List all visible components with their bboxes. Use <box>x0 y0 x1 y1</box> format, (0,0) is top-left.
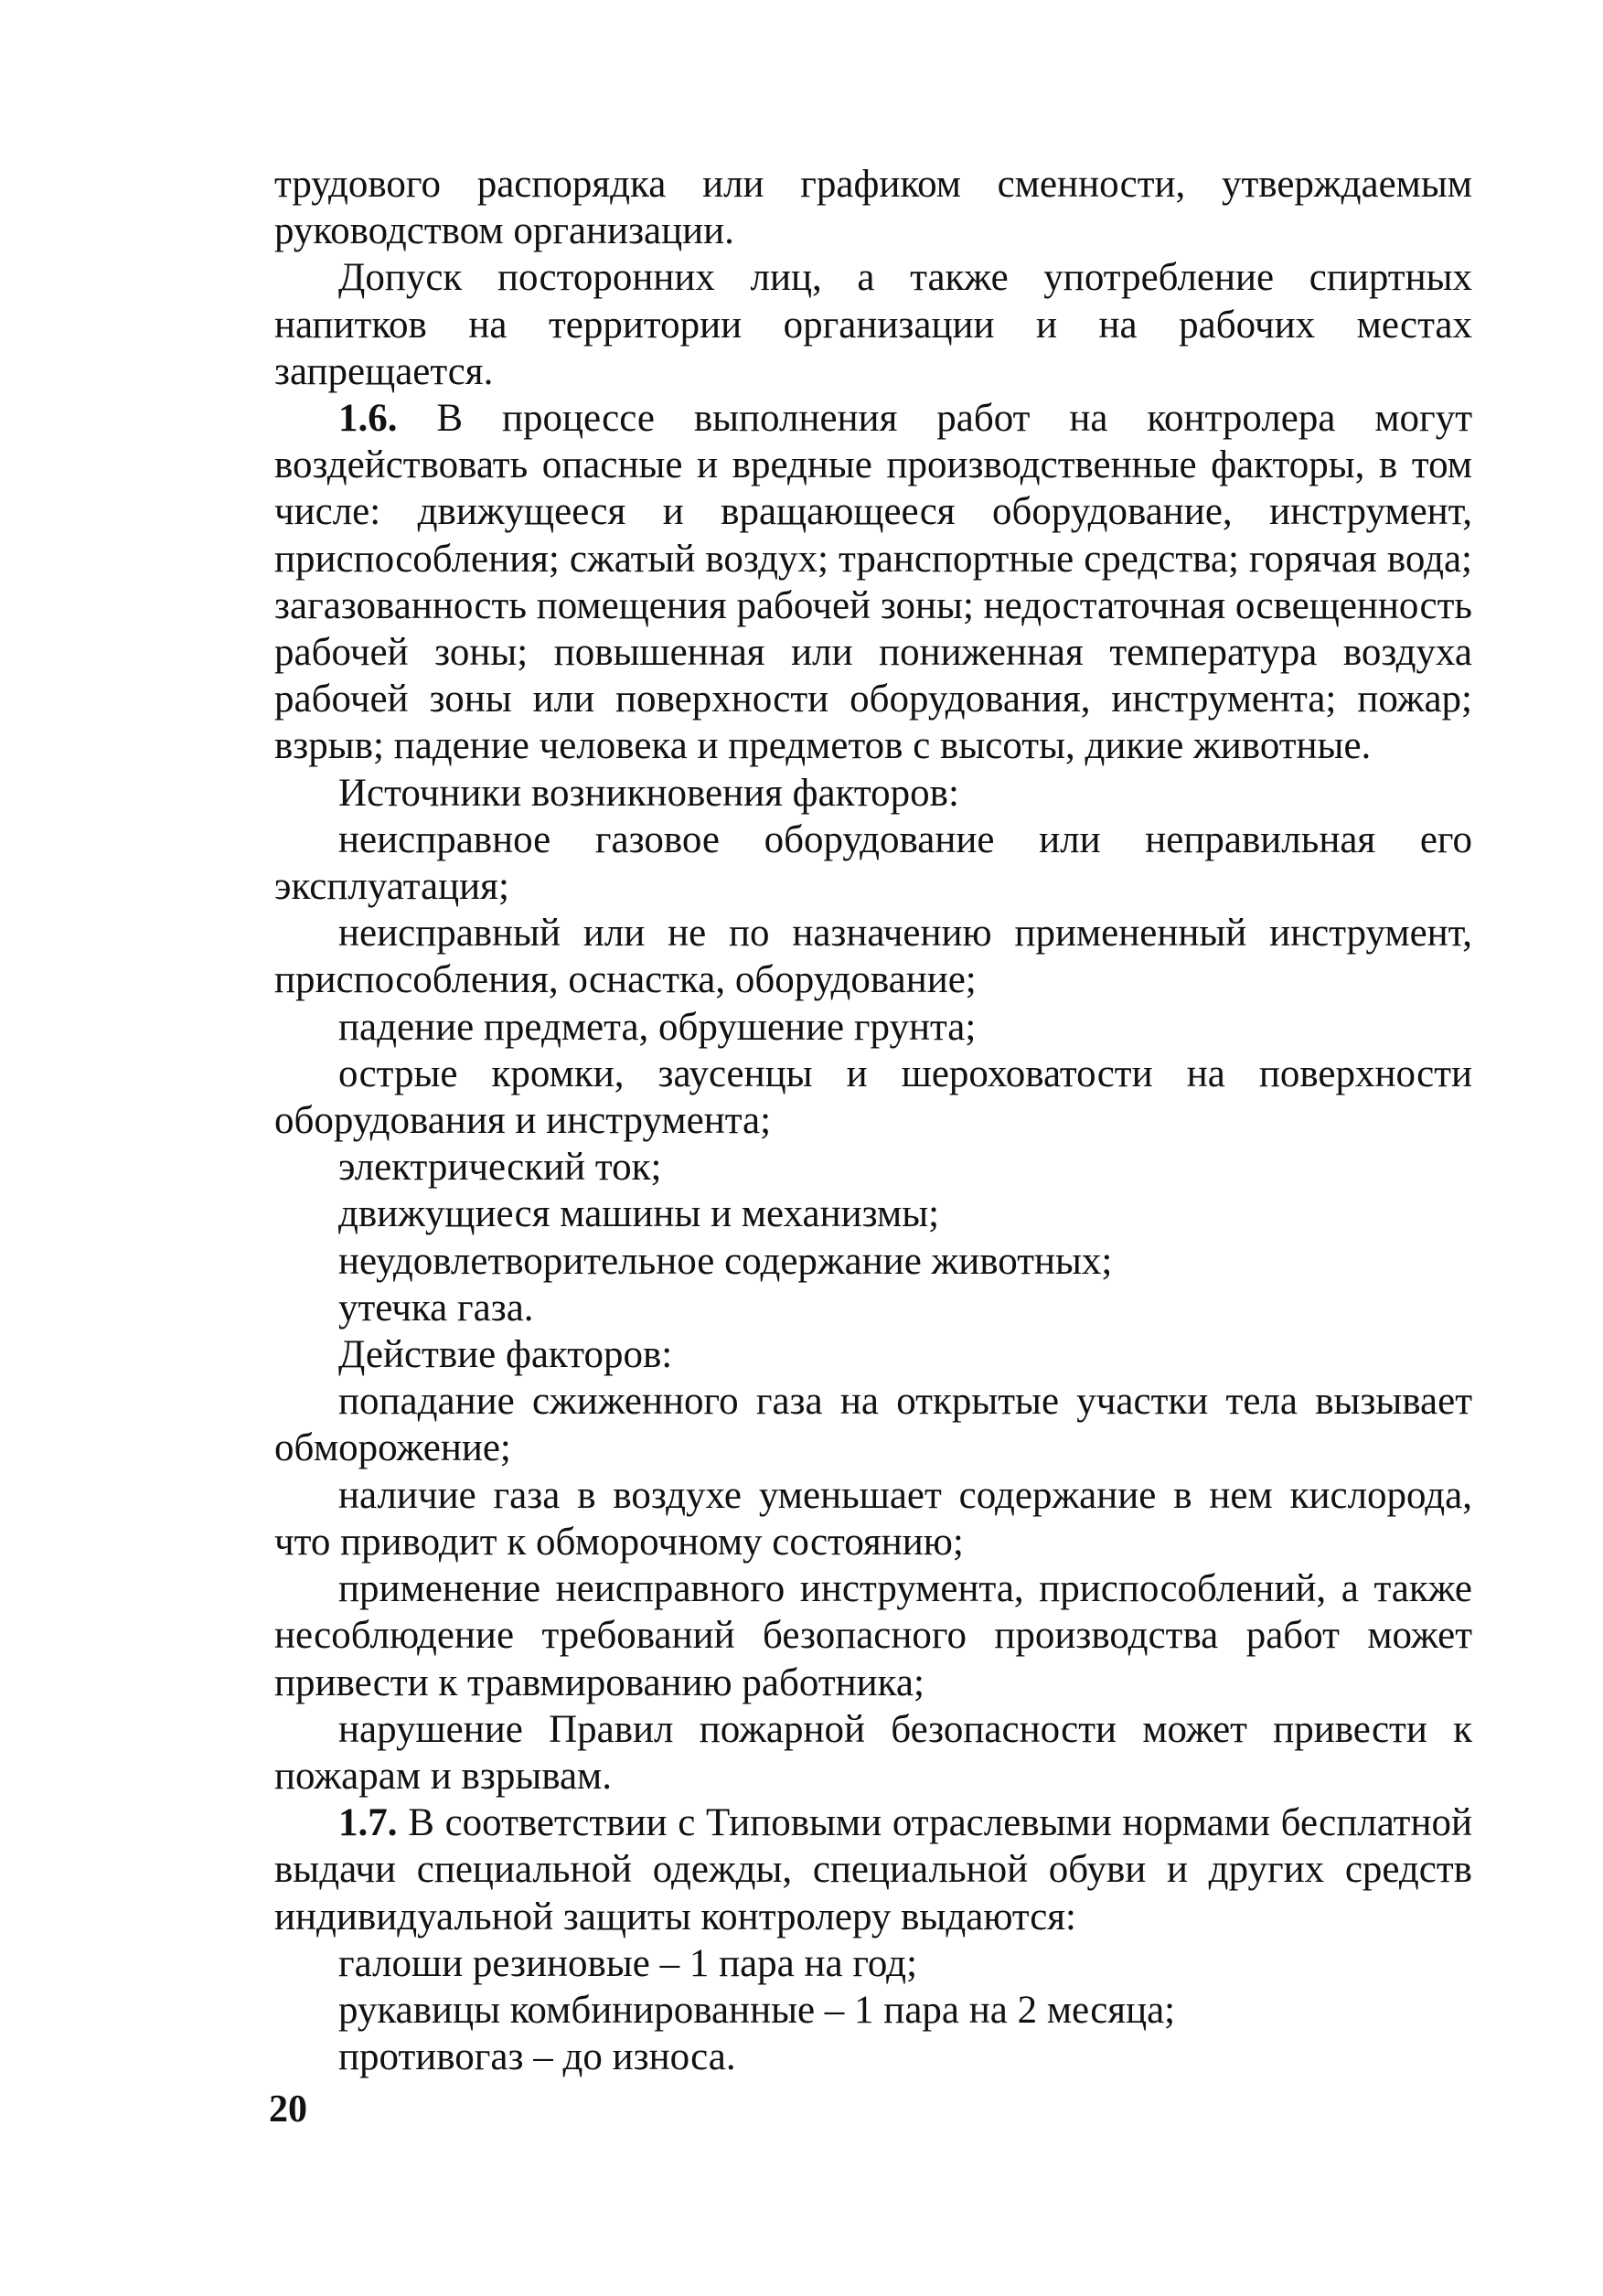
page-number: 20 <box>269 2088 307 2130</box>
paragraph-text: трудового распорядка или графиком сменности, утверждаемым руководством организации. <box>274 163 1472 253</box>
list-item <box>274 1706 1472 1799</box>
list-item <box>274 1565 1472 1706</box>
paragraph-text: Источники возникновения факторов: <box>338 771 959 815</box>
paragraph-text: электрический ток; <box>338 1146 662 1190</box>
paragraph-text: Допуск посторонних лиц, а также употребление спиртных напитков на территории организации и на рабочих местах запрещается. <box>274 256 1472 393</box>
paragraph-text: нарушение Правил пожарной безопасности может привести к пожарам и взрывам. <box>274 1707 1472 1798</box>
paragraph-number: 1.6. <box>338 397 398 441</box>
paragraph-text: В процессе выполнения работ на контролера могут воздействовать опасные и вредные производственные факторы, в том числе: движущееся и вращающееся оборудование, инструмент, приспособления; сжатый воздух; транспортные средства; горячая вода; загазованность помещения рабочей зоны; недостаточная освещенность рабочей зоны; повышенная или пониженная температура воздуха рабочей зоны или поверхности оборудования, инструмента; пожар; взрыв; падение человека и предметов с высоты, дикие животные. <box>274 397 1472 768</box>
list-item <box>274 2034 1472 2080</box>
list-item <box>274 910 1472 1003</box>
list-item <box>274 1004 1472 1051</box>
list-item <box>274 1191 1472 1237</box>
paragraph-text: наличие газа в воздухе уменьшает содержание в нем кислорода, что приводит к обморочному состоянию; <box>274 1473 1472 1564</box>
list-item <box>274 1238 1472 1285</box>
paragraph-text: Действие факторов: <box>338 1333 673 1377</box>
list-item <box>274 1051 1472 1144</box>
paragraph-text: падение предмета, обрушение грунта; <box>338 1005 977 1049</box>
paragraph-text: неисправный или не по назначению примененный инструмент, приспособления, оснастка, оборудование; <box>274 912 1472 1002</box>
list-item <box>274 1144 1472 1191</box>
document-body <box>274 161 1472 2080</box>
paragraph-text: неисправное газовое оборудование или неправильная его эксплуатация; <box>274 817 1472 909</box>
paragraph-effects-heading <box>274 1331 1472 1378</box>
paragraph-text: острые кромки, заусенцы и шероховатости на поверхности оборудования и инструмента; <box>274 1052 1472 1143</box>
paragraph-1-7 <box>274 1799 1472 1940</box>
paragraph-1-6 <box>274 395 1472 770</box>
paragraph-text: движущиеся машины и механизмы; <box>338 1192 940 1236</box>
paragraph-text: галоши резиновые – 1 пара на год; <box>338 1941 918 1985</box>
paragraph-text: утечка газа. <box>338 1286 534 1330</box>
paragraph-text: В соответствии с Типовыми отраслевыми нормами бесплатной выдачи специальной одежды, специальной обуви и других средств индивидуальной защиты контролеру выдаются: <box>274 1801 1472 1938</box>
paragraph-text: противогаз – до износа. <box>338 2035 736 2079</box>
paragraph-text: применение неисправного инструмента, приспособлений, а также несоблюдение требований безопасного производства работ может привести к травмированию работника; <box>274 1567 1472 1704</box>
paragraph-sources-heading <box>274 770 1472 817</box>
list-item <box>274 817 1472 910</box>
list-item <box>274 1940 1472 1987</box>
paragraph-text: неудовлетворительное содержание животных; <box>338 1239 1113 1283</box>
paragraph-continuation <box>274 161 1472 254</box>
list-item <box>274 1285 1472 1331</box>
paragraph-visitors-alcohol <box>274 254 1472 395</box>
paragraph-text: рукавицы комбинированные – 1 пара на 2 месяца; <box>338 1988 1176 2032</box>
list-item <box>274 1378 1472 1471</box>
paragraph-number: 1.7. <box>338 1801 398 1845</box>
list-item <box>274 1987 1472 2034</box>
list-item <box>274 1472 1472 1565</box>
paragraph-text: попадание сжиженного газа на открытые участки тела вызывает обморожение; <box>274 1380 1472 1470</box>
